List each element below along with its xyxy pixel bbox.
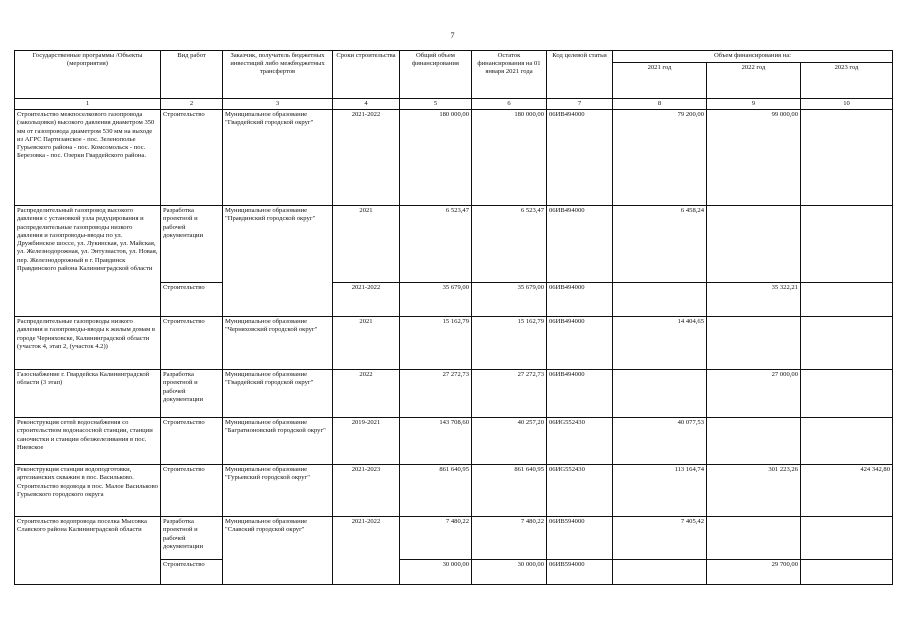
y2023-cell	[801, 317, 893, 370]
customer-cell: Муниципальное образование "Гвардейский городской округ"	[223, 370, 333, 418]
code-cell: 06ИG552430	[547, 418, 613, 465]
remainder-cell: 7 480,22	[472, 517, 547, 560]
customer-cell: Муниципальное образование "Гвардейский городской округ"	[223, 110, 333, 206]
header-total: Общий объем финансирования	[400, 51, 472, 99]
table-row	[15, 206, 893, 283]
remainder-cell: 15 162,79	[472, 317, 547, 370]
work-type-cell: Строительство	[161, 110, 223, 206]
header-work-type: Вид работ	[161, 51, 223, 99]
total-cell: 861 640,95	[400, 465, 472, 517]
table-row	[15, 317, 893, 370]
total-cell: 15 162,79	[400, 317, 472, 370]
period-cell: 2021	[333, 206, 400, 283]
work-type-cell: Строительство	[161, 465, 223, 517]
y2022-cell	[707, 317, 801, 370]
col-num: 9	[707, 99, 801, 110]
remainder-cell: 40 257,20	[472, 418, 547, 465]
customer-cell: Муниципальное образование "Правдинский городской округ"	[223, 206, 333, 317]
header-customer: Заказчик, получатель бюджетных инвестиций либо межбюджетных трансфертов	[223, 51, 333, 99]
y2023-cell	[801, 110, 893, 206]
remainder-cell: 35 679,00	[472, 283, 547, 317]
y2021-cell	[613, 560, 707, 585]
y2022-cell	[707, 418, 801, 465]
code-cell: 06ИG552430	[547, 465, 613, 517]
total-cell: 180 000,00	[400, 110, 472, 206]
y2023-cell	[801, 560, 893, 585]
y2022-cell: 29 700,00	[707, 560, 801, 585]
table-row	[15, 418, 893, 465]
object-cell: Реконструкция сетей водоснабжения со строительством водонасосной станции, станции саночистки и станции обезжелезивания в пос. Ниевское	[15, 418, 161, 465]
y2023-cell	[801, 370, 893, 418]
customer-cell: Муниципальное образование "Славский городской округ"	[223, 517, 333, 585]
work-type-cell: Строительство	[161, 283, 223, 317]
object-cell: Реконструкция станции водоподготовки, артезианских скважин в пос. Васильково. Строительство водовода в пос. Малое Васильково Гурьевского городского округа	[15, 465, 161, 517]
y2022-cell: 27 000,00	[707, 370, 801, 418]
y2023-cell	[801, 517, 893, 560]
remainder-cell: 180 000,00	[472, 110, 547, 206]
period-cell: 2021-2023	[333, 465, 400, 517]
object-cell: Распределительный газопровод высокого давления с установкой узла редуцирования и распределительные газопроводы низкого давления и газопроводы-вводы по ул. Дружбинское шоссе, ул. Лукинская, ул. Майская, ул. Железнодорожная, ул. Энтузиастов, ул. Новая, пер. Железнодорожный в г. Правдинск Правдинского района Калининградской области	[15, 206, 161, 317]
remainder-cell: 6 523,47	[472, 206, 547, 283]
total-cell: 27 272,73	[400, 370, 472, 418]
y2023-cell	[801, 418, 893, 465]
header-2023: 2023 год	[801, 63, 893, 99]
y2022-cell: 99 000,00	[707, 110, 801, 206]
code-cell: 06ИВ494000	[547, 110, 613, 206]
total-cell: 6 523,47	[400, 206, 472, 283]
period-cell: 2021	[333, 317, 400, 370]
header-program: Государственные программы /Объекты (мероприятия)	[15, 51, 161, 99]
code-cell: 06ИВ494000	[547, 317, 613, 370]
col-num: 1	[15, 99, 161, 110]
total-cell: 143 708,60	[400, 418, 472, 465]
y2021-cell	[613, 370, 707, 418]
code-cell: 06ИВ494000	[547, 283, 613, 317]
period-cell: 2019-2021	[333, 418, 400, 465]
period-cell: 2021-2022	[333, 110, 400, 206]
code-cell: 06ИВ594000	[547, 517, 613, 560]
col-num: 7	[547, 99, 613, 110]
customer-cell: Муниципальное образование "Гурьевский городской округ"	[223, 465, 333, 517]
total-cell: 30 000,00	[400, 560, 472, 585]
header-period: Сроки строительства	[333, 51, 400, 99]
y2022-cell: 301 223,26	[707, 465, 801, 517]
customer-cell: Муниципальное образование "Черняховский городской округ"	[223, 317, 333, 370]
object-cell: Газоснабжение г. Гвардейска Калининградской области (3 этап)	[15, 370, 161, 418]
customer-cell: Муниципальное образование "Багратионовский городской округ"	[223, 418, 333, 465]
y2022-cell: 35 322,21	[707, 283, 801, 317]
header-row	[15, 51, 893, 63]
page-number: 7	[450, 31, 455, 40]
code-cell: 06ИВ494000	[547, 206, 613, 283]
y2022-cell	[707, 206, 801, 283]
header-2022: 2022 год	[707, 63, 801, 99]
col-num: 10	[801, 99, 893, 110]
period-cell: 2022	[333, 370, 400, 418]
header-2021: 2021 год	[613, 63, 707, 99]
y2022-cell	[707, 517, 801, 560]
table-row	[15, 465, 893, 517]
table-row	[15, 517, 893, 560]
y2021-cell: 113 164,74	[613, 465, 707, 517]
y2021-cell: 79 200,00	[613, 110, 707, 206]
period-cell: 2021-2022	[333, 283, 400, 317]
work-type-cell: Разработка проектной и рабочей документации	[161, 517, 223, 560]
object-cell: Строительство межпоселкового газопровода (закольцовки) высокого давления диаметром 350 мм от газопровода диаметром 530 мм на выходе из АГРС Партизанское - пос. Зеленополье Гурьевского района - пос. Комсомольск - пос. Березовка - пос. Озерки Гвардейского района.	[15, 110, 161, 206]
col-num: 5	[400, 99, 472, 110]
work-type-cell: Строительство	[161, 560, 223, 585]
work-type-cell: Разработка проектной и рабочей документации	[161, 206, 223, 283]
y2021-cell: 7 405,42	[613, 517, 707, 560]
y2021-cell: 14 404,65	[613, 317, 707, 370]
code-cell: 06ИВ594000	[547, 560, 613, 585]
code-cell: 06ИВ494000	[547, 370, 613, 418]
work-type-cell: Строительство	[161, 317, 223, 370]
period-cell: 2021-2022	[333, 517, 400, 585]
work-type-cell: Строительство	[161, 418, 223, 465]
table-row	[15, 370, 893, 418]
column-numbers-row	[15, 99, 893, 110]
y2023-cell: 424 342,80	[801, 465, 893, 517]
table-row	[15, 110, 893, 206]
remainder-cell: 30 000,00	[472, 560, 547, 585]
remainder-cell: 27 272,73	[472, 370, 547, 418]
header-code: Код целевой статьи	[547, 51, 613, 99]
col-num: 4	[333, 99, 400, 110]
remainder-cell: 861 640,95	[472, 465, 547, 517]
funding-table	[14, 50, 893, 585]
col-num: 3	[223, 99, 333, 110]
col-num: 6	[472, 99, 547, 110]
y2023-cell	[801, 206, 893, 283]
header-funding: Объем финансирования на:	[613, 51, 893, 63]
object-cell: Строительство водопровода поселка Мысовка Славского района Калининградской области	[15, 517, 161, 585]
work-type-cell: Разработка проектной и рабочей документации	[161, 370, 223, 418]
col-num: 2	[161, 99, 223, 110]
col-num: 8	[613, 99, 707, 110]
y2021-cell: 6 458,24	[613, 206, 707, 283]
total-cell: 35 679,00	[400, 283, 472, 317]
object-cell: Распределительные газопроводы низкого давления и газопроводы-вводы к жилым домам в городе Черняховске, Калининградской области (участок 4, этап 2, (участок 4.2))	[15, 317, 161, 370]
header-remainder: Остаток финансирования на 01 января 2021 года	[472, 51, 547, 99]
total-cell: 7 480,22	[400, 517, 472, 560]
y2021-cell: 40 077,53	[613, 418, 707, 465]
y2023-cell	[801, 283, 893, 317]
y2021-cell	[613, 283, 707, 317]
